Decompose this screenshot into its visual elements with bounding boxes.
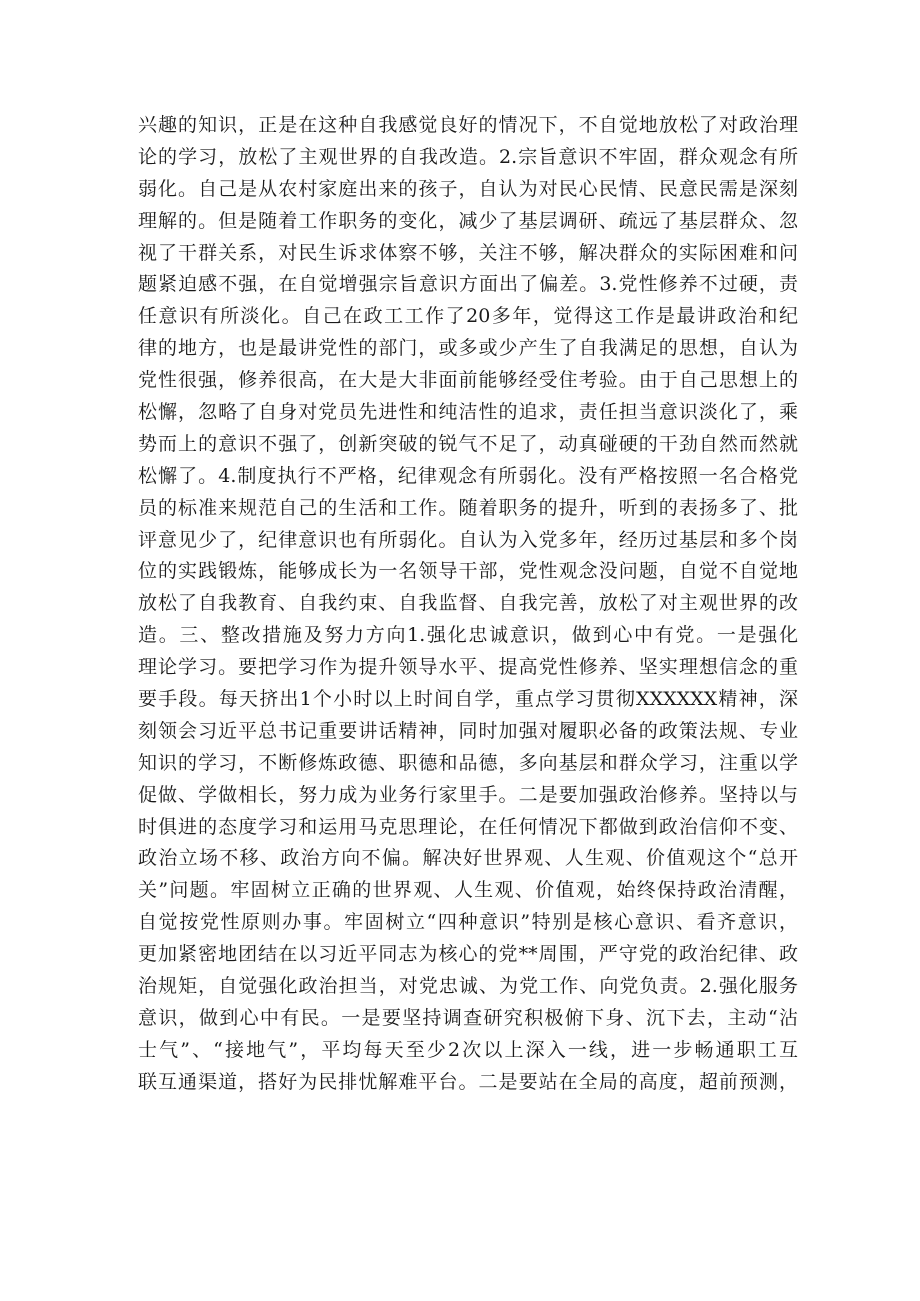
text-line: 知识的学习，不断修炼政德、职德和品德，多向基层和群众学习，注重以学 bbox=[138, 751, 798, 774]
text-line: 位的实践锻炼，能够成长为一名领导干部，党性观念没问题，自觉不自觉地 bbox=[138, 560, 798, 583]
text-line: 造。三、整改措施及努力方向1.强化忠诚意识，做到心中有党。一是强化 bbox=[138, 624, 798, 647]
text-line: 任意识有所淡化。自己在政工工作了20多年，觉得这工作是最讲政治和纪 bbox=[138, 305, 798, 328]
text-line: 促做、学做相长，努力成为业务行家里手。二是要加强政治修养。坚持以与 bbox=[138, 783, 798, 806]
text-line: 松懈了。4.制度执行不严格，纪律观念有所弱化。没有严格按照一名合格党 bbox=[138, 464, 798, 487]
text-line: 治规矩，自觉强化政治担当，对党忠诚、为党工作、向党负责。2.强化服务 bbox=[138, 975, 798, 998]
document-body bbox=[138, 110, 798, 1099]
text-line: 时俱进的态度学习和运用马克思理论，在任何情况下都做到政治信仰不变、 bbox=[138, 815, 798, 838]
text-line: 论的学习，放松了主观世界的自我改造。2.宗旨意识不牢固，群众观念有所 bbox=[138, 145, 798, 168]
text-line: 联互通渠道，搭好为民排忧解难平台。二是要站在全局的高度，超前预测， bbox=[138, 1070, 798, 1093]
text-line: 刻领会习近平总书记重要讲话精神，同时加强对履职必备的政策法规、专业 bbox=[138, 719, 798, 742]
text-line: 视了干群关系，对民生诉求体察不够，关注不够，解决群众的实际困难和问 bbox=[138, 241, 798, 264]
text-line: 员的标准来规范自己的生活和工作。随着职务的提升，听到的表扬多了、批 bbox=[138, 496, 798, 519]
text-line: 士气”、“接地气”，平均每天至少2次以上深入一线，进一步畅通职工互 bbox=[138, 1038, 798, 1061]
text-line: 势而上的意识不强了，创新突破的锐气不足了，动真碰硬的干劲自然而然就 bbox=[138, 432, 798, 455]
text-line: 党性很强，修养很高，在大是大非面前能够经受住考验。由于自己思想上的 bbox=[138, 369, 798, 392]
text-line: 政治立场不移、政治方向不偏。解决好世界观、人生观、价值观这个“总开 bbox=[138, 847, 798, 870]
text-line: 弱化。自己是从农村家庭出来的孩子，自认为对民心民情、民意民需是深刻 bbox=[138, 177, 798, 200]
text-line: 放松了自我教育、自我约束、自我监督、自我完善，放松了对主观世界的改 bbox=[138, 592, 798, 615]
text-line: 理解的。但是随着工作职务的变化，减少了基层调研、疏远了基层群众、忽 bbox=[138, 209, 798, 232]
text-line: 意识，做到心中有民。一是要坚持调查研究积极俯下身、沉下去，主动“沾 bbox=[138, 1006, 798, 1029]
text-line: 兴趣的知识，正是在这种自我感觉良好的情况下，不自觉地放松了对政治理 bbox=[138, 114, 798, 136]
text-line: 更加紧密地团结在以习近平同志为核心的党**周围，严守党的政治纪律、政 bbox=[138, 943, 798, 966]
text-line: 要手段。每天挤出1个小时以上时间自学，重点学习贯彻XXXXXX精神，深 bbox=[138, 688, 798, 711]
text-line: 自觉按党性原则办事。牢固树立“四种意识”特别是核心意识、看齐意识， bbox=[138, 911, 798, 934]
text-line: 松懈，忽略了自身对党员先进性和纯洁性的追求，责任担当意识淡化了，乘 bbox=[138, 401, 798, 424]
text-line: 评意见少了，纪律意识也有所弱化。自认为入党多年，经历过基层和多个岗 bbox=[138, 528, 798, 551]
text-line: 理论学习。要把学习作为提升领导水平、提高党性修养、坚实理想信念的重 bbox=[138, 656, 798, 679]
text-line: 律的地方，也是最讲党性的部门，或多或少产生了自我满足的思想，自认为 bbox=[138, 337, 798, 360]
text-line: 题紧迫感不强，在自觉增强宗旨意识方面出了偏差。3.党性修养不过硬，责 bbox=[138, 273, 798, 296]
text-line: 关”问题。牢固树立正确的世界观、人生观、价值观，始终保持政治清醒， bbox=[138, 879, 798, 902]
